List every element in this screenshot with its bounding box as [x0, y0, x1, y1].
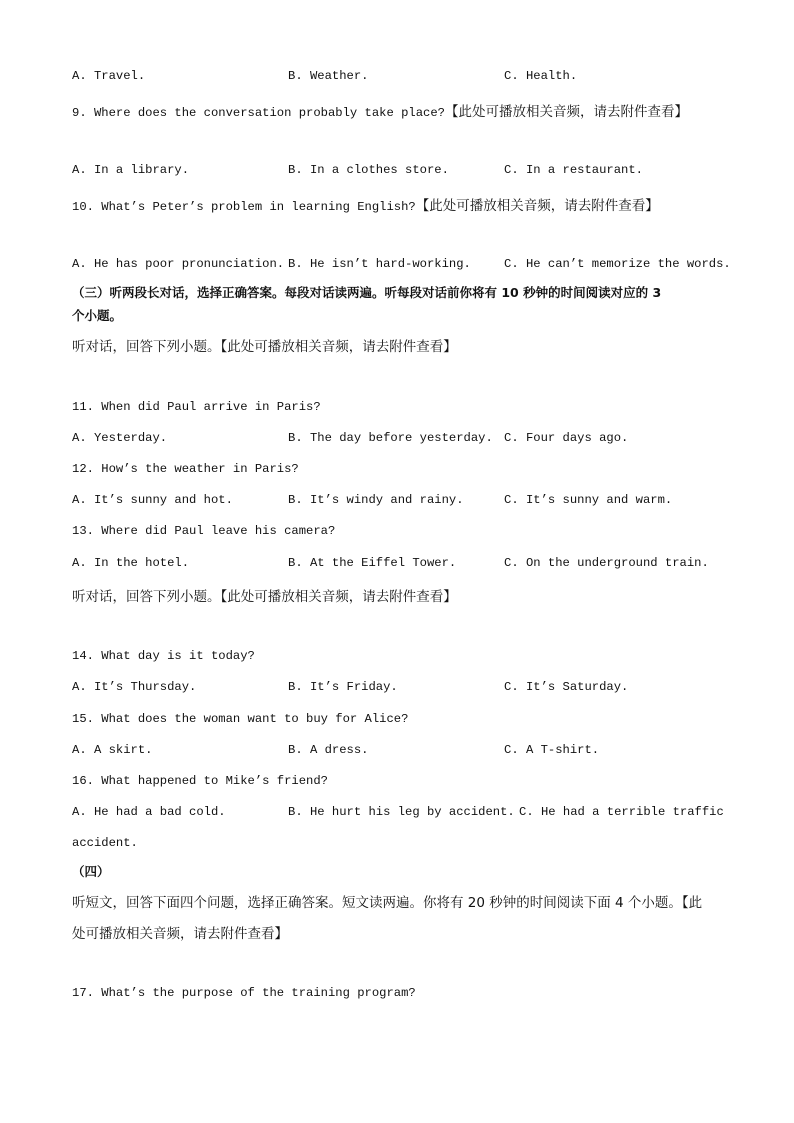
q12-option-a: A. It’s sunny and hot. [72, 493, 233, 507]
q9-option-c: C. In a restaurant. [504, 163, 643, 177]
q14-option-a: A. It’s Thursday. [72, 680, 197, 694]
section4-instruction-line2: 处可播放相关音频，请去附件查看】 [72, 926, 288, 942]
q13-question: 13. Where did Paul leave his camera? [72, 524, 336, 538]
q9-audio-note: 【此处可播放相关音频，请去附件查看】 [445, 104, 688, 120]
q13-option-b: B. At the Eiffel Tower. [288, 556, 457, 570]
q8-option-c: C. Health. [504, 69, 578, 83]
q16-option-c: C. He had a terrible traffic [519, 805, 724, 819]
q9-question: 9. Where does the conversation probably take place? [72, 106, 445, 120]
q16-option-b: B. He hurt his leg by accident. [288, 805, 515, 819]
q15-question: 15. What does the woman want to buy for Alice? [72, 712, 409, 726]
q16-question: 16. What happened to Mike’s friend? [72, 774, 328, 788]
section3-instruction-line2: 个小题。 [72, 308, 123, 323]
q10-option-c: C. He can’t memorize the words. [504, 257, 731, 271]
q15-option-b: B. A dress. [288, 743, 369, 757]
q11-option-b: B. The day before yesterday. [288, 431, 493, 445]
q10-line [72, 194, 659, 214]
q9-line [72, 100, 688, 120]
section4-instruction-line1: 听短文，回答下面四个问题，选择正确答案。短文读两遍。你将有 20 秒钟的时间阅读下面 4 个小题。【此 [72, 895, 703, 911]
q8-option-b: B. Weather. [288, 69, 369, 83]
dialog2-prompt: 听对话，回答下列小题。【此处可播放相关音频，请去附件查看】 [72, 589, 457, 605]
q10-option-b: B. He isn’t hard-working. [288, 257, 471, 271]
q8-option-a: A. Travel. [72, 69, 146, 83]
q12-option-b: B. It’s windy and rainy. [288, 493, 464, 507]
q9-option-b: B. In a clothes store. [288, 163, 449, 177]
q11-option-c: C. Four days ago. [504, 431, 629, 445]
section4-heading: （四） [72, 864, 110, 879]
q10-option-a: A. He has poor pronunciation. [72, 257, 285, 271]
q16-option-c-continuation: accident. [72, 836, 138, 850]
dialog1-prompt: 听对话，回答下列小题。【此处可播放相关音频，请去附件查看】 [72, 339, 457, 355]
q13-option-a: A. In the hotel. [72, 556, 190, 570]
q16-option-a: A. He had a bad cold. [72, 805, 226, 819]
q11-question: 11. When did Paul arrive in Paris? [72, 400, 321, 414]
q12-question: 12. How’s the weather in Paris? [72, 462, 299, 476]
q14-question: 14. What day is it today? [72, 649, 255, 663]
section3-instruction-line1: （三）听两段长对话，选择正确答案。每段对话读两遍。听每段对话前你将有 10 秒钟的时间阅读对应的 3 [72, 285, 662, 300]
q15-option-a: A. A skirt. [72, 743, 153, 757]
q10-audio-note: 【此处可播放相关音频，请去附件查看】 [415, 198, 659, 214]
q11-option-a: A. Yesterday. [72, 431, 168, 445]
q17-question: 17. What’s the purpose of the training program? [72, 986, 416, 1000]
q12-option-c: C. It’s sunny and warm. [504, 493, 673, 507]
q13-option-c: C. On the underground train. [504, 556, 709, 570]
q9-option-a: A. In a library. [72, 163, 190, 177]
q14-option-c: C. It’s Saturday. [504, 680, 629, 694]
q14-option-b: B. It’s Friday. [288, 680, 398, 694]
q15-option-c: C. A T-shirt. [504, 743, 600, 757]
q10-question: 10. What’s Peter’s problem in learning English? [72, 200, 416, 214]
